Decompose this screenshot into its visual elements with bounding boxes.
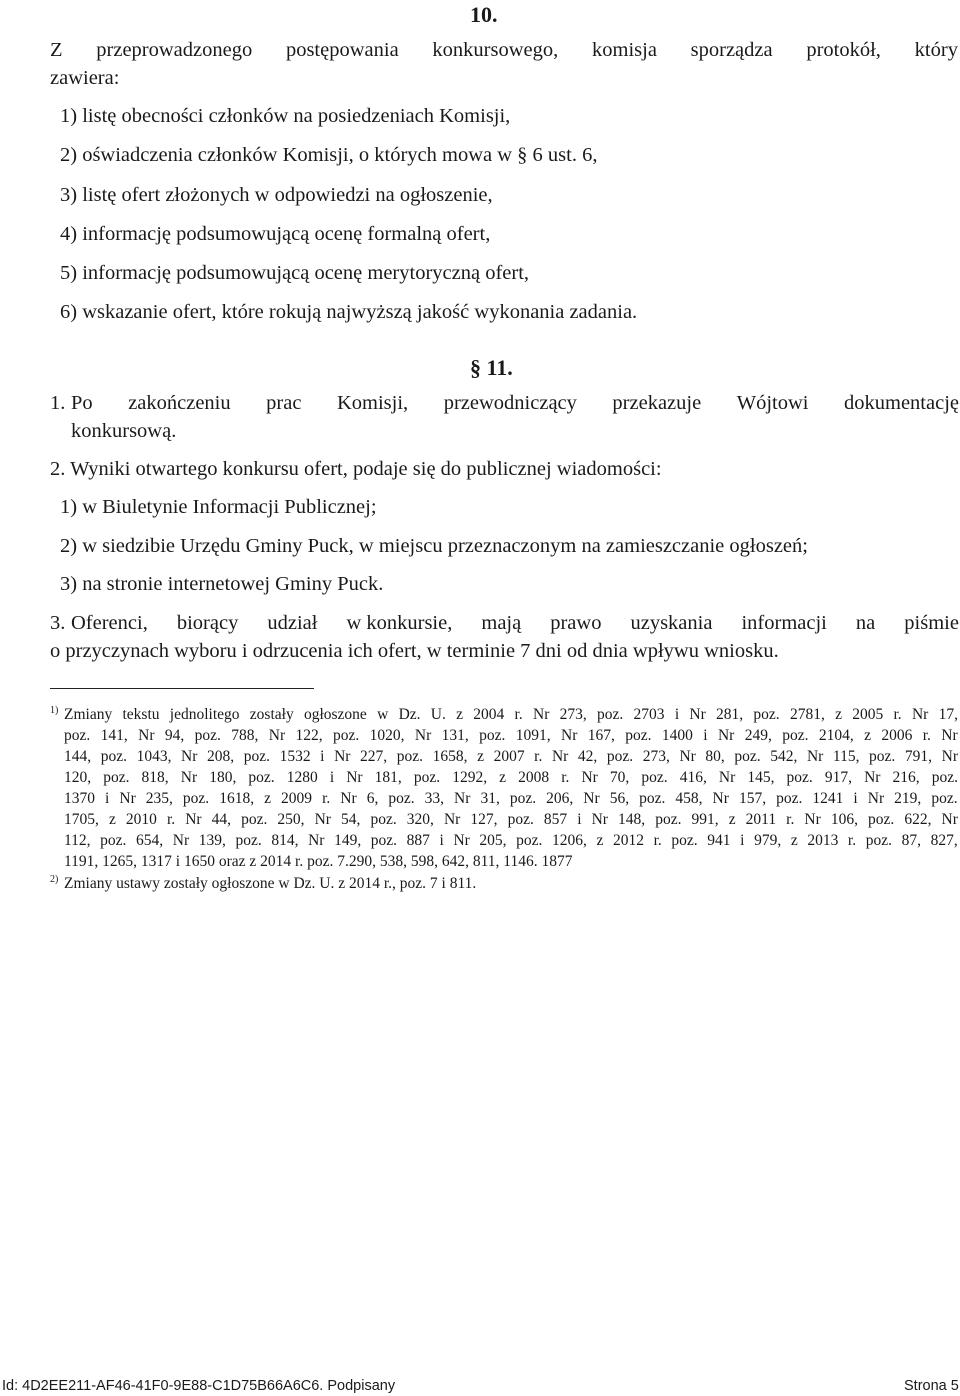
section-10-item-2: 2) oświadczenia członków Komisji, o których mowa w § 6 ust. 6, [60,144,598,166]
word: poz. [776,790,803,807]
word: Zmiany [64,706,113,723]
word: poz. [100,832,127,849]
word: z [499,769,507,786]
footnote-1-line4 [64,770,958,786]
word: poz. [516,832,543,849]
word: 2013 [807,832,839,849]
word: Nr [717,727,735,744]
word: 2011 [745,811,777,828]
word: Oferenci, [71,612,148,634]
word: Nr [941,811,958,828]
word: 1241 [812,790,844,807]
word: 227, [360,748,388,765]
word: biorący [176,612,239,634]
word: Nr [804,811,821,828]
word: 2004 [473,706,505,723]
word: 145, [747,769,775,786]
section-10-item-4: 4) informację podsumowującą ocenę formalną ofert, [60,223,491,245]
section-11-p1-number: 1. [50,392,66,414]
section-10-item-6: 6) wskazanie ofert, które rokują najwyższą jakość wykonania zadania. [60,301,638,323]
word: Nr [180,769,198,786]
word: z [728,811,736,828]
word: Nr [308,832,325,849]
word: i [853,790,858,807]
word: i [320,748,325,765]
word: poz. [241,811,268,828]
word: Nr [314,811,331,828]
word: komisja [592,39,657,61]
word: prac [266,392,302,414]
word: Nr [941,748,958,765]
word: i [674,706,680,723]
word: r. [561,769,570,786]
word: Nr [453,832,470,849]
word: i [105,790,110,807]
word: 273, [559,706,587,723]
word: r. [786,811,795,828]
word: 120, [64,769,92,786]
word: udział [267,612,318,634]
word: 791, [904,748,933,765]
word: w konkursie, [346,612,453,634]
word: mają [481,612,522,634]
word: poz. [865,832,892,849]
word: 1532 [279,748,311,765]
word: Nr [941,727,958,744]
word: Nr [119,790,136,807]
document-id-footer: Id: 4D2EE211-AF46-41F0-9E88-C1D75B66A6C6. Podpisany [2,1378,396,1394]
footnote-1-line5 [64,791,958,807]
word: zakończeniu [128,392,231,414]
section-11-heading: § 11. [470,355,513,380]
word: 1292, [452,769,488,786]
word: 814, [271,832,299,849]
word: poz. [103,769,130,786]
section-11-p2-item-3: 3) na stronie internetowej Gminy Puck. [60,573,384,595]
section-10-item-1: 1) listę obecności członków na posiedzeniach Komisji, [60,105,511,127]
section-10-item-5: 5) informację podsumowującą ocenę merytoryczną ofert, [60,262,530,284]
word: piśmie [904,612,959,634]
word: i [439,832,444,849]
word: 818, [141,769,169,786]
word: postępowania [285,39,399,61]
word: Nr [454,790,471,807]
word: prawo [550,612,602,634]
word: Nr [181,748,198,765]
word: poz. [182,790,210,807]
word: 991, [691,811,719,828]
word: 416, [679,769,707,786]
word: poz. [507,811,534,828]
section-11-p2-item-2: 2) w siedzibie Urzędu Gminy Puck, w miejscu przeznaczonym na zamieszczanie ogłoszeń; [60,535,808,557]
word: 70, [609,769,630,786]
word: r. [922,727,931,744]
word: i [577,811,582,828]
word: przekazuje [612,392,702,414]
word: 320, [406,811,434,828]
word: Nr [268,727,286,744]
word: 2005 [852,706,884,723]
word: Nr [561,727,578,744]
word: 205, [479,832,507,849]
footnote-1-sup: 1) [50,705,59,716]
word: poz. [639,790,666,807]
word: Komisji, [336,392,409,414]
word: 857 [543,811,568,828]
word: 149, [334,832,362,849]
word: Nr [581,769,598,786]
word: z [456,706,464,723]
section-11-p1-line2: konkursową. [71,420,177,442]
word: jednolitego [169,706,240,723]
word: z [864,727,871,744]
word: 2006 [881,727,913,744]
word: 87, [901,832,921,849]
word: Nr [583,790,600,807]
word: 216, [892,769,920,786]
word: 1370 [64,790,95,807]
word: 1705, [64,811,99,828]
word: 180, [209,769,237,786]
word: poz. [248,769,275,786]
word: Nr [864,769,881,786]
word: 80, [705,748,725,765]
word: na [855,612,876,634]
word: uzyskania [630,612,713,634]
word: 2012 [613,832,645,849]
word: 1020, [369,727,405,744]
word: poz. [641,769,668,786]
word: i [703,727,708,744]
word: poz. [413,769,441,786]
word: Nr [340,790,357,807]
footnote-2-sup: 2) [50,874,59,885]
word: 2008 [518,769,550,786]
word: z [835,706,842,723]
word: r. [847,832,857,849]
word: poz. [786,769,813,786]
word: Nr [172,832,190,849]
word: poz. [734,748,761,765]
word: 827, [930,832,958,849]
word: 157, [738,790,767,807]
section-10-intro-line2: zawiera: [50,67,120,89]
word: z [596,832,604,849]
word: Nr [712,790,729,807]
word: r. [166,811,176,828]
word: 115, [832,748,860,765]
word: 887 [406,832,430,849]
word: poz. [753,706,780,723]
word: 141, [100,727,128,744]
word: ogłoszone [303,706,367,723]
word: 208, [207,748,235,765]
word: 33, [424,790,445,807]
word: 281, [716,706,744,723]
word: 622, [904,811,932,828]
word: 144, [64,748,92,765]
word: 917, [824,769,852,786]
section-11-p3-line1 [71,613,959,634]
word: 458, [675,790,703,807]
word: 139, [198,832,226,849]
footnote-1-marker [50,707,61,723]
section-11-p2-number: 2. [50,458,66,480]
word: z [477,748,484,765]
word: 250, [277,811,305,828]
word: Nr [334,748,351,765]
word: 941 [707,832,731,849]
section-11-p2-item-1: 1) w Biuletynie Informacji Publicznej; [60,496,377,518]
word: 181, [374,769,402,786]
word: 1280 [286,769,318,786]
section-11-p2 [50,459,662,480]
word: poz. [370,832,398,849]
footnote-2-marker [50,876,61,892]
word: konkursowego, [432,39,559,61]
word: który [914,39,958,61]
word: 1658, [432,748,468,765]
word: 979, [754,832,782,849]
word: 56, [609,790,630,807]
word: dokumentację [844,392,959,414]
word: 206, [546,790,574,807]
word: poz. [671,832,698,849]
word: z [108,811,116,828]
word: protokół, [806,39,881,61]
word: 273, [642,748,670,765]
word: Nr [551,748,569,765]
word: poz. [931,790,958,807]
word: 249, [744,727,772,744]
word: Nr [591,811,608,828]
word: i [329,769,335,786]
word: 2104, [818,727,854,744]
word: poz. [64,727,91,744]
word: 112, [64,832,91,849]
word: Dz. [398,706,421,723]
word: 17, [938,706,958,723]
section-11-p3-line2: o przyczynach wyboru i odrzucenia ich ofert, w terminie 7 dni od dnia wpływu wniosku. [50,640,779,662]
word: 131, [441,727,469,744]
word: Nr [533,706,550,723]
word: 122, [295,727,323,744]
word: poz. [235,832,262,849]
word: Z [50,39,63,61]
word: r. [653,832,662,849]
word: Nr [718,769,736,786]
word: z [264,790,272,807]
word: sporządza [690,39,773,61]
word: Nr [414,727,432,744]
footnote-1-line2 [64,728,958,744]
word: Nr [679,748,696,765]
word: przeprowadzonego [96,39,253,61]
word: 106, [830,811,858,828]
word: poz. [509,790,537,807]
word: z [790,832,798,849]
word: 2703 [633,706,665,723]
word: poz. [931,769,958,786]
footnote-2-text: Zmiany ustawy zostały ogłoszone w Dz. U. z 2014 r., poz. 7 i 811. [64,875,477,892]
word: poz. [869,748,896,765]
word: poz. [597,706,624,723]
word: poz. [606,748,634,765]
word: 167, [587,727,615,744]
word: 2010 [125,811,157,828]
word: 44, [211,811,231,828]
word: 127, [470,811,498,828]
word: 6, [366,790,379,807]
section-10-item-3: 3) listę ofert złożonych w odpowiedzi na ogłoszenie, [60,184,493,206]
word: 2007 [493,748,525,765]
word: r. [534,748,543,765]
word: 788, [231,727,259,744]
word: poz. [388,790,415,807]
word: r. [322,790,331,807]
footnote-1-line8: 1191, 1265, 1317 i 1650 oraz z 2014 r. poz. 7.290, 538, 598, 642, 811, 1146. 1877 [64,853,573,870]
word: poz. [868,811,895,828]
word: poz. [396,748,424,765]
word: U. [430,706,446,723]
word: Nr [911,706,929,723]
word: 1043, [136,748,172,765]
footnote-separator [50,688,314,689]
word: r. [893,706,902,723]
word: informacji [741,612,827,634]
section-10-heading: 10. [470,2,498,27]
word: 94, [164,727,185,744]
word: poz. [625,727,652,744]
word: poz. [370,811,397,828]
word: poz. [100,748,127,765]
word: Nr [689,706,706,723]
word: r. [514,706,523,723]
word: poz. [194,727,221,744]
footnote-1-line3 [64,749,958,765]
word: 148, [618,811,646,828]
word: 2781, [789,706,825,723]
word: 1091, [515,727,551,744]
footnote-1-line6 [64,812,958,828]
word: poz. [655,811,682,828]
section-10-intro-line1 [50,40,958,61]
word: Nr [867,790,885,807]
word: 2009 [281,790,313,807]
word: 42, [577,748,598,765]
word: tekstu [122,706,160,723]
word: 219, [894,790,922,807]
word: poz. [243,748,270,765]
word: 235, [145,790,173,807]
word: zostały [249,706,294,723]
word: poz. [333,727,360,744]
page-number-footer: Strona 5 [904,1378,959,1394]
word: 54, [341,811,361,828]
word: Wójtowi [736,392,809,414]
word: Nr [443,811,461,828]
section-11-p3-number: 3. [50,612,66,634]
word: poz. [479,727,506,744]
word: Nr [185,811,202,828]
word: poz. [782,727,809,744]
word: 654, [136,832,164,849]
footnote-1-line1 [64,707,958,723]
section-11-p1-line1 [71,393,959,414]
word: przewodniczący [443,392,577,414]
word: Po [71,392,93,414]
word: w [377,706,389,723]
word: Nr [346,769,363,786]
section-11-p2-text: Wyniki otwartego konkursu ofert, podaje się do publicznej wiadomości: [70,458,662,480]
word: i [740,832,745,849]
word: 1400 [661,727,693,744]
footnote-1-line7 [64,833,958,849]
word: 1618, [219,790,255,807]
word: 542, [770,748,798,765]
word: 1206, [552,832,587,849]
word: Nr [138,727,155,744]
word: Nr [806,748,824,765]
word: 31, [480,790,500,807]
